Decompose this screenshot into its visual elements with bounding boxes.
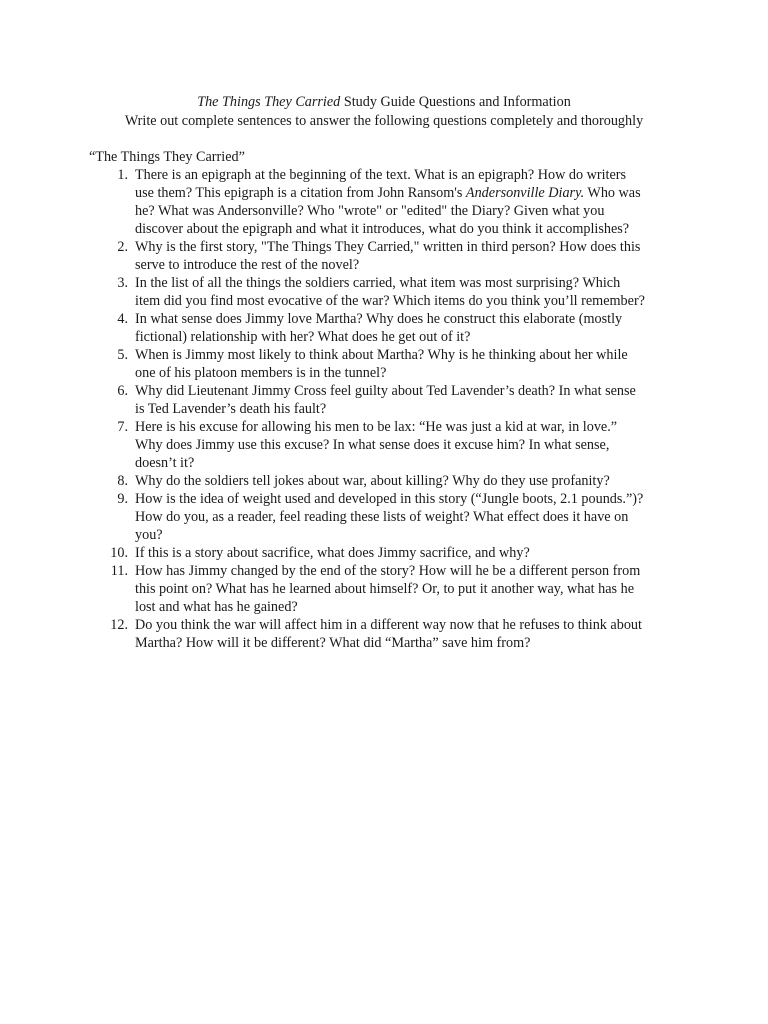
question-line: In what sense does Jimmy love Martha? Why does he construct this elaborate (mostly — [135, 311, 623, 327]
book-title: The Things They Carried — [197, 94, 341, 110]
question-line: When is Jimmy most likely to think about Martha? Why is he thinking about her while — [135, 347, 628, 363]
question-line: How has Jimmy changed by the end of the story? How will he be a different person from — [135, 563, 641, 579]
title-suffix: Study Guide Questions and Information — [340, 94, 571, 110]
question-line: How do you, as a reader, feel reading these lists of weight? What effect does it have on — [135, 509, 629, 525]
question-line: one of his platoon members is in the tunnel? — [135, 365, 387, 381]
question-line: Why does Jimmy use this excuse? In what sense does it excuse him? In what sense, — [135, 437, 610, 453]
question-number: 3. — [117, 275, 128, 291]
question-line — [0, 184, 768, 202]
question-number: 5. — [117, 347, 128, 363]
question-line: Why is the first story, "The Things They Carried," written in third person? How does this — [135, 239, 641, 255]
question-line: this point on? What has he learned about himself? Or, to put it another way, what has he — [135, 581, 635, 597]
question-5 — [0, 346, 768, 382]
question-line: There is an epigraph at the beginning of the text. What is an epigraph? How do writers — [135, 167, 627, 183]
question-line: discover about the epigraph and what it introduces, what do you think it accomplishes? — [135, 221, 630, 237]
question-3 — [0, 274, 768, 310]
question-line: Martha? How will it be different? What did “Martha” save him from? — [135, 635, 531, 651]
question-line-text: use them? This epigraph is a citation from John Ransom's — [135, 185, 466, 201]
question-12 — [0, 616, 768, 652]
question-number: 6. — [117, 383, 128, 399]
question-number: 7. — [117, 419, 128, 435]
question-line: item did you find most evocative of the war? Which items do you think you’ll remember? — [135, 293, 645, 309]
question-line: lost and what has he gained? — [135, 599, 298, 615]
question-line: If this is a story about sacrifice, what does Jimmy sacrifice, and why? — [135, 545, 530, 561]
question-line: you? — [135, 527, 163, 543]
question-7 — [0, 418, 768, 472]
question-list — [0, 166, 768, 652]
question-8 — [0, 472, 768, 490]
question-line: doesn’t it? — [135, 455, 195, 471]
section-heading: “The Things They Carried” — [89, 149, 245, 165]
document-title — [0, 93, 768, 111]
question-line: Why did Lieutenant Jimmy Cross feel guilty about Ted Lavender’s death? In what sense — [135, 383, 636, 399]
question-number: 1. — [117, 167, 128, 183]
question-line: How is the idea of weight used and developed in this story (“Jungle boots, 2.1 pounds.”)? — [135, 491, 644, 507]
question-number: 12. — [110, 617, 128, 633]
question-6 — [0, 382, 768, 418]
question-line: serve to introduce the rest of the novel? — [135, 257, 360, 273]
question-number: 4. — [117, 311, 128, 327]
question-line: Do you think the war will affect him in a different way now that he refuses to think about — [135, 617, 642, 633]
question-1 — [0, 166, 768, 238]
question-2 — [0, 238, 768, 274]
question-line: Here is his excuse for allowing his men to be lax: “He was just a kid at war, in love.” — [135, 419, 618, 435]
question-4 — [0, 310, 768, 346]
question-number: 8. — [117, 473, 128, 489]
question-10 — [0, 544, 768, 562]
question-number: 9. — [117, 491, 128, 507]
instructions: Write out complete sentences to answer the following questions completely and thoroughly — [124, 113, 644, 129]
question-number: 10. — [110, 545, 128, 561]
question-line: In the list of all the things the soldiers carried, what item was most surprising? Which — [135, 275, 621, 291]
question-line: he? What was Andersonville? Who "wrote" or "edited" the Diary? Given what you — [135, 203, 605, 219]
question-9 — [0, 490, 768, 544]
question-11 — [0, 562, 768, 616]
diary-title: Andersonville Diary. — [465, 185, 585, 201]
question-line-text: Who was — [584, 185, 641, 201]
question-line: Why do the soldiers tell jokes about war, about killing? Why do they use profanity? — [135, 473, 610, 489]
question-line: is Ted Lavender’s death his fault? — [135, 401, 327, 417]
question-number: 2. — [117, 239, 128, 255]
question-line: fictional) relationship with her? What does he get out of it? — [135, 329, 471, 345]
question-number: 11. — [110, 563, 128, 579]
